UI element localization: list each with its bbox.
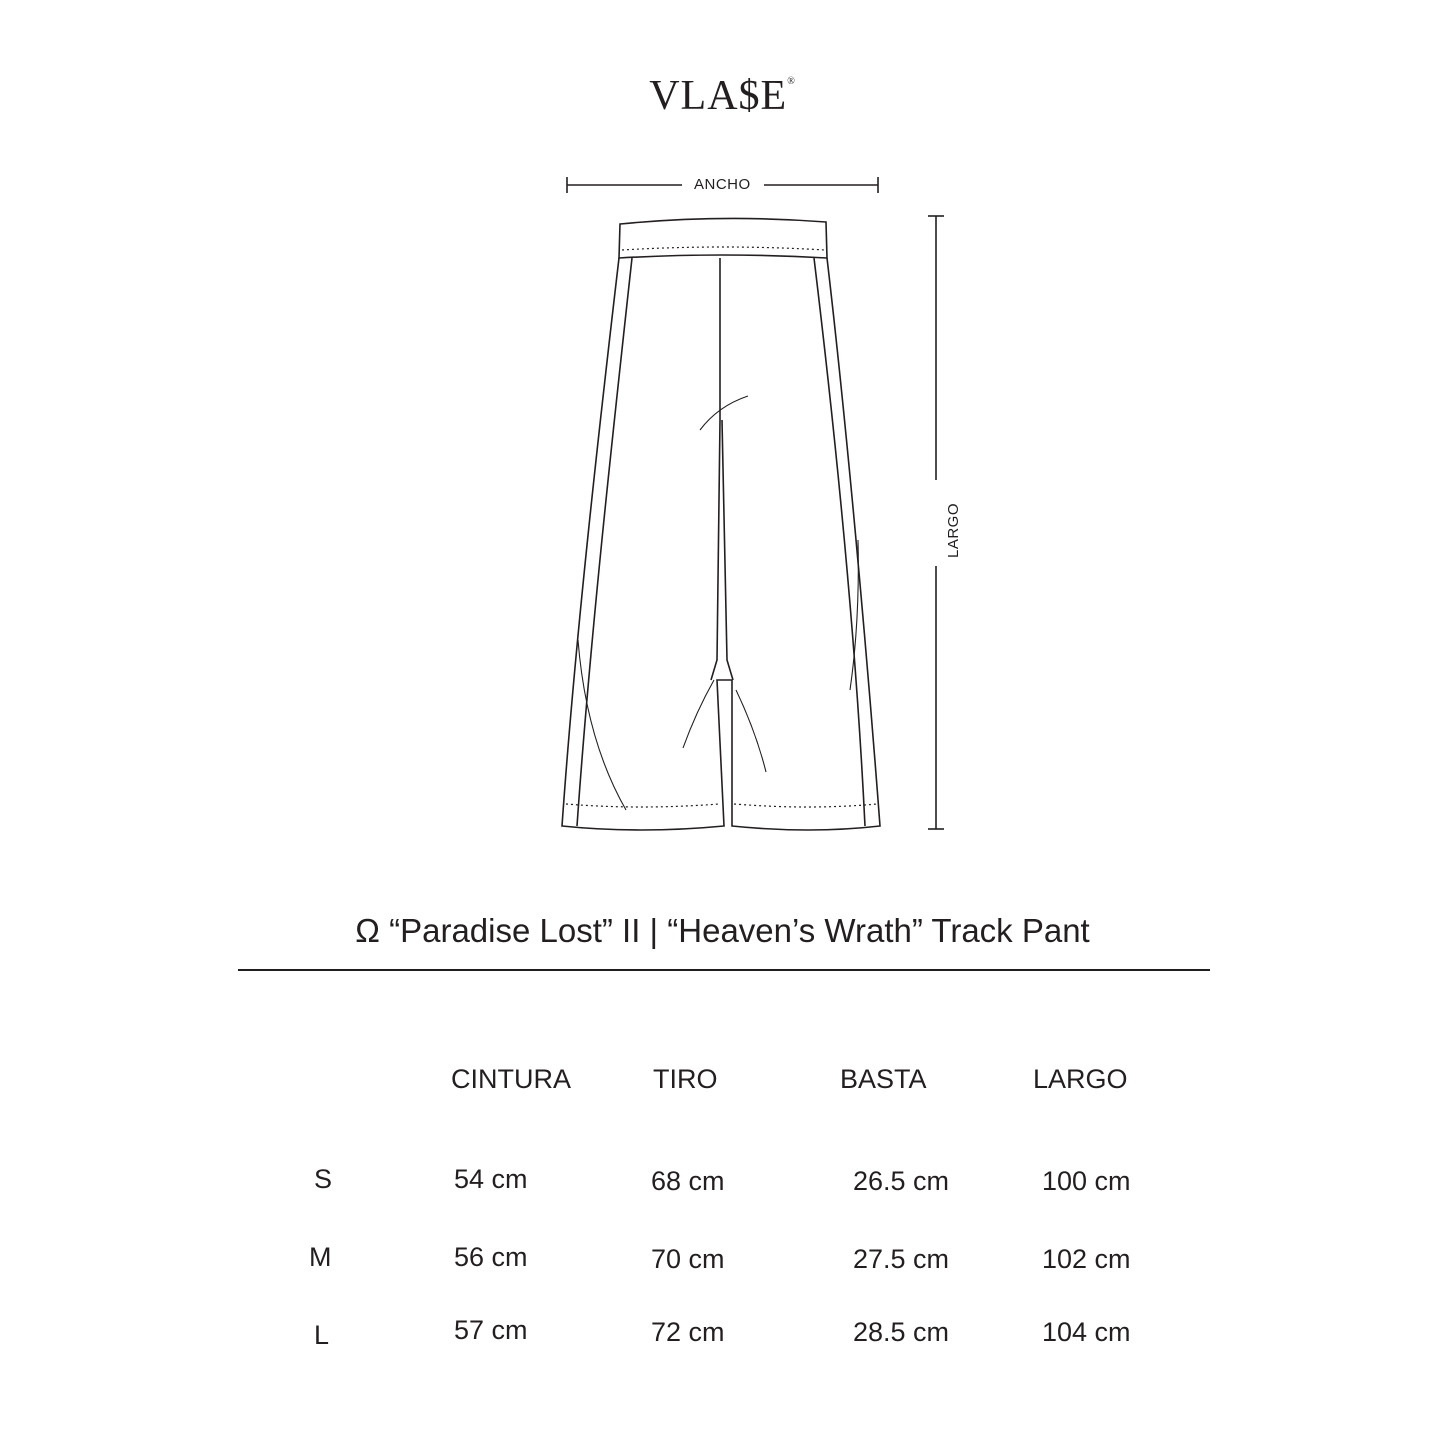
size-label: M <box>309 1242 332 1272</box>
product-title: Ω “Paradise Lost” II | “Heaven’s Wrath” Track Pant <box>355 912 1090 949</box>
crotch-seam <box>722 420 733 680</box>
drape-line <box>700 396 748 430</box>
table-cell: 27.5 cm <box>853 1244 950 1274</box>
width-dimension-label: ANCHO <box>690 176 755 193</box>
center-seam <box>711 258 720 680</box>
pant-outline <box>562 258 880 830</box>
drape-line <box>736 690 766 772</box>
table-cell: 102 cm <box>1042 1244 1131 1274</box>
table-cell: 57 cm <box>454 1315 528 1345</box>
registered-mark: ® <box>787 76 796 87</box>
table-cell: 26.5 cm <box>853 1166 950 1196</box>
title-divider <box>238 969 1210 971</box>
size-label: L <box>314 1320 330 1350</box>
column-header: BASTA <box>840 1064 927 1094</box>
hem-stitching-left <box>566 804 719 807</box>
waistband-outline <box>619 218 827 258</box>
table-cell: 54 cm <box>454 1164 528 1194</box>
table-cell: 56 cm <box>454 1242 528 1272</box>
side-stripe-left <box>577 258 632 826</box>
column-header: CINTURA <box>451 1064 571 1094</box>
side-stripe-right <box>814 258 865 826</box>
brand-name: VLA$E <box>649 73 788 119</box>
waistband-stitching <box>622 247 825 250</box>
table-cell: 72 cm <box>651 1317 725 1347</box>
hem-stitching-right <box>734 804 877 807</box>
column-header: LARGO <box>1033 1064 1128 1094</box>
table-cell: 70 cm <box>651 1244 725 1274</box>
table-cell: 100 cm <box>1042 1166 1131 1196</box>
size-label: S <box>314 1164 333 1194</box>
table-cell: 68 cm <box>651 1166 725 1196</box>
table-cell: 104 cm <box>1042 1317 1131 1347</box>
drape-line <box>683 680 714 748</box>
length-dimension-label: LARGO <box>945 499 962 562</box>
table-cell: 28.5 cm <box>853 1317 950 1347</box>
column-header: TIRO <box>653 1064 718 1094</box>
